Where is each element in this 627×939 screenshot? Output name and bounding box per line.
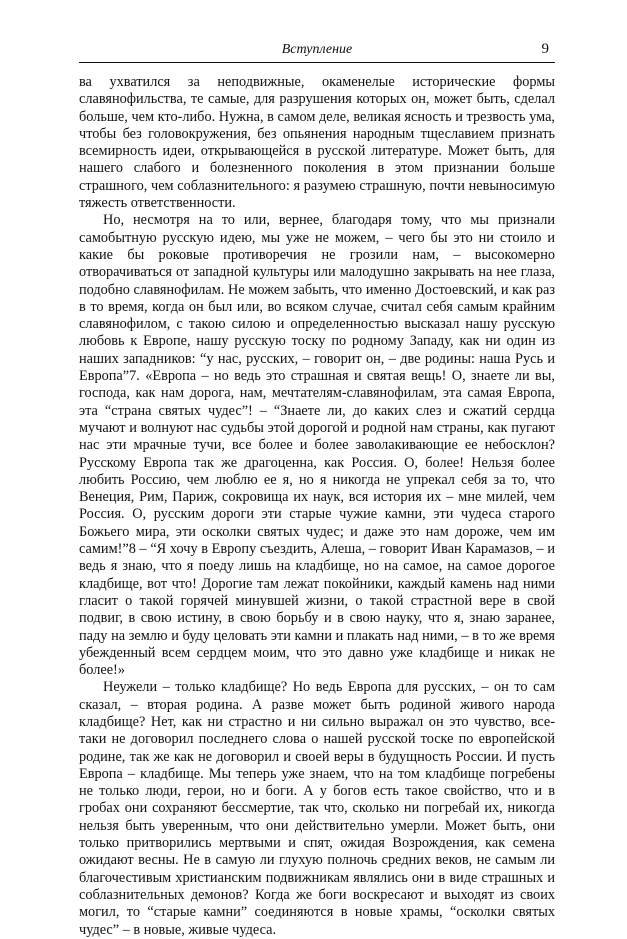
page-number: 9 — [541, 41, 549, 57]
running-title: Вступление — [281, 42, 353, 57]
running-header — [79, 40, 555, 62]
body-text — [79, 74, 555, 939]
paragraph-continuation: ва ухватился за неподвижные, окаменелые исторические формы славянофильства, те самые, для разрушения которых он, может быть, сделал больше, чем кто-либо. Нужна, в самом деле, великая ясность и трезвость ума, чтобы без головокружения, без опьянения народным тщеславием признать всемирность идеи, открывающейся в русской литературе. Может быть, для нашего слабого и болезненного поколения в этом признании больше страшного, чем соблазнительного: я разумею страшную, почти невыносимую тяжесть ответственности. — [79, 74, 555, 212]
paragraph-cemetery: Неужели – только кладбище? Но ведь Европа для русских, – он то сам сказал, – вторая родина. А разве может быть родиной живого народа кладбище? Нет, как ни страстно и ни сильно выражал он это чувство, все-таки не договорил последнего слова о нашей русской тоске по европейской родине, так же как не договорил и своей веры в будущность России. И пусть Европа – кладбище. Мы теперь уже знаем, что на том кладбище погребены не только люди, герои, но и боги. А у богов есть такое свойство, что и в гробах они сохраняют бессмертие, так что, сколько ни погребай их, никогда нельзя быть уверенным, что они действительно умерли. Может быть, они только притворились мертвыми и спят, ожидая Возрождения, как семена ожидают весны. Не в самую ли глухую полночь средних веков, не самым ли благочестивым христианским подвижникам являлись они в виде страшных и соблазнительных демонов? Когда же боги воскресают и выходят из своих могил, то “старые камни” соединяются в новые храмы, “осколки святых чудес” – в новые, живые чудеса. — [79, 679, 555, 938]
header-rule — [79, 62, 555, 63]
paragraph-westernism: Но, несмотря на то или, вернее, благодаря тому, что мы признали самобытную русскую идею, мы уже не можем, – чего бы это ни стоило и какие бы роковые противоречия не грозили нам, – высокомерно отворачиваться от западной культуры или малодушно закрывать на нее глаза, подобно славянофилам. Не можем забыть, что именно Достоевский, и как раз в то время, когда он был или, во всяком случае, считал себя самым крайним славянофилом, с такою силою и определенностью высказал нашу русскую любовь к Европе, нашу русскую тоску по родному Западу, как ни один из наших западников: “у нас, русских, – говорит он, – две родины: наша Русь и Европа”7. «Европа – но ведь это страшная и святая вещь! О, знаете ли вы, господа, как нам дорога, нам, мечтателям-славянофилам, эта самая Европа, эта “страна святых чудес”! – “Знаете ли, до каких слез и сжатий сердца мучают и волнуют нас судьбы этой дорогой и родной нам страны, как пугают нас эти мрачные тучи, все более и более заволакивающие ее небосклон? Русскому Европа так же драгоценна, как Россия. О, более! Нельзя более любить Россию, чем люблю ее я, но я никогда не упрекал себя за то, что Венеция, Рим, Париж, сокровища их наук, вся история их – мне милей, чем Россия. О, русским дороги эти старые чужие камни, эти чудеса старого Божьего мира, эти осколки святых чудес; и даже это нам дороже, чем им самим!”8 – “Я хочу в Европу съездить, Алеша, – говорит Иван Карамазов, – и ведь я знаю, что я поеду лишь на кладбище, но на самое, на самое дорогое кладбище, вот что! Дорогие там лежат покойники, каждый камень над ними гласит о такой горячей минувшей жизни, о такой страстной вере в свой подвиг, в свою истину, в свою борьбу и в свою науку, что я, знаю заранее, паду на землю и буду целовать эти камни и плакать над ними, – в то же время убежденный всем сердцем моим, что это давно уже кладбище и никак не более!» — [79, 212, 555, 679]
